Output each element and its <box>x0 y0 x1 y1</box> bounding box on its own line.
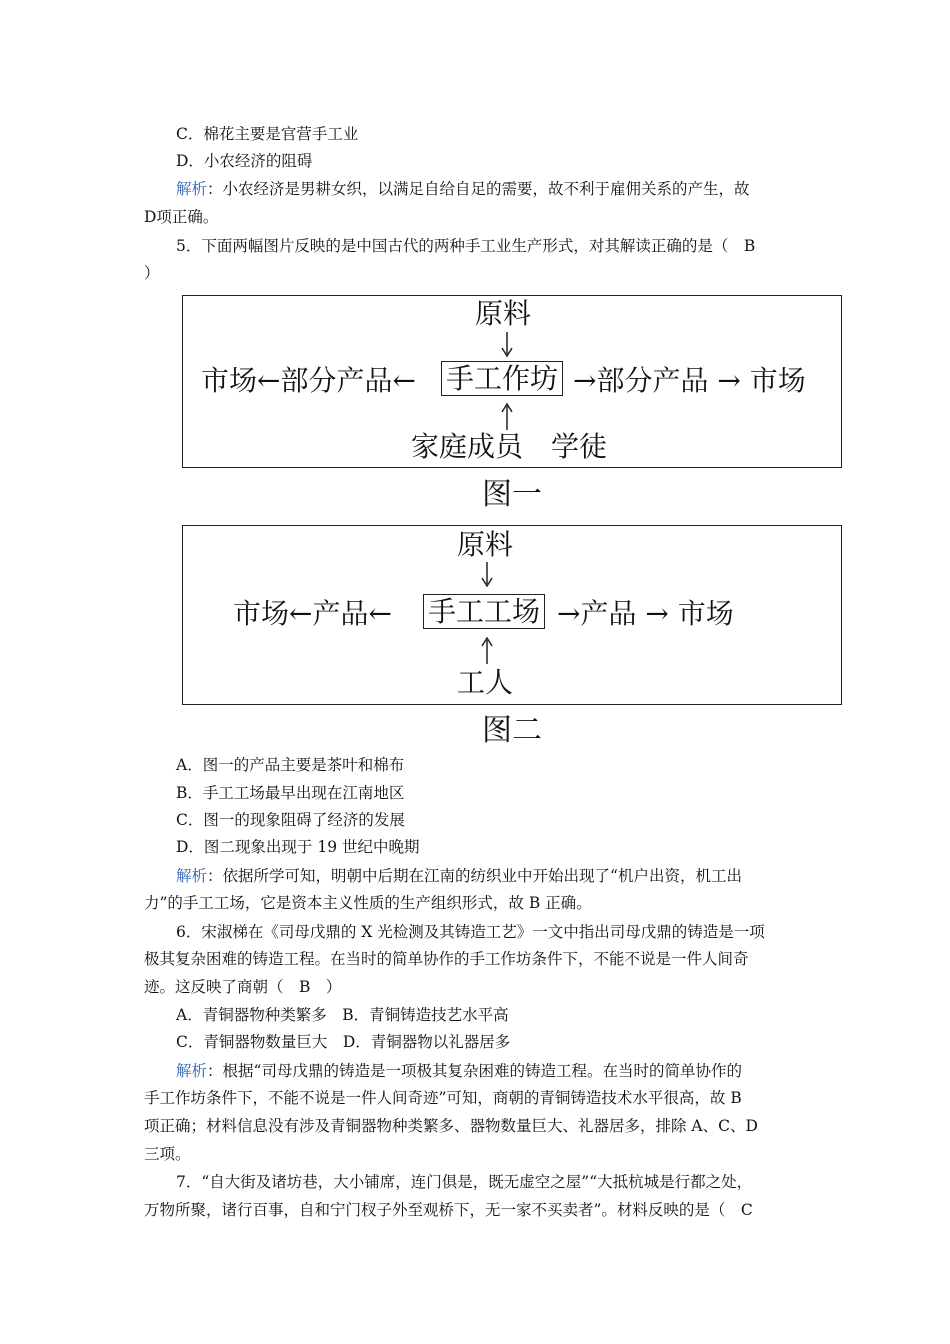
fig1-center <box>441 363 563 395</box>
fig2-factory-box: 手工工场 <box>423 594 545 629</box>
q5-stem-line-2: ） <box>144 264 160 282</box>
q6-analysis-line-4: 三项。 <box>144 1145 191 1163</box>
fig1-right-flow: →部分产品 → 市场 <box>573 364 806 397</box>
q6-stem-line-2: 极其复杂困难的铸造工程。在当时的简单协作的手工作坊条件下，不能不说是一件人间奇 <box>144 950 749 968</box>
fig1-up-arrow-icon <box>499 402 515 430</box>
fig1-raw-material: 原料 <box>475 297 532 330</box>
q6-analysis-line-2: 手工作坊条件下，不能不说是一件人间奇迹”可知，商朝的青铜铸造技术水平很高，故 B <box>144 1089 742 1107</box>
analysis-label: 解析 <box>176 1062 208 1080</box>
q5-option-b: B．手工工场最早出现在江南地区 <box>176 784 405 802</box>
q6-options-ab: A．青铜器物种类繁多 B．青铜铸造技艺水平高 <box>176 1006 509 1024</box>
q6-analysis-line-3: 项正确；材料信息没有涉及青铜器物种类繁多、器物数量巨大、礼器居多，排除 A、C、D <box>144 1117 758 1135</box>
q4-option-c: C．棉花主要是官营手工业 <box>176 125 359 143</box>
fig2-labor: 工人 <box>457 666 514 699</box>
q6-stem-line-1: 6．宋淑梯在《司母戊鼎的 X 光检测及其铸造工艺》一文中指出司母戊鼎的铸造是一项 <box>176 923 765 941</box>
q5-option-d: D．图二现象出现于 19 世纪中晚期 <box>176 838 420 856</box>
fig2-up-arrow-icon <box>479 636 495 664</box>
q5-option-a: A．图一的产品主要是茶叶和棉布 <box>176 756 405 774</box>
fig1-down-arrow-icon <box>499 332 515 358</box>
analysis-text: ：依据所学可知，明朝中后期在江南的纺织业中开始出现了“机户出资，机工出 <box>207 867 742 885</box>
fig1-labor: 家庭成员 学徒 <box>411 430 608 463</box>
q6-stem-line-3: 迹。这反映了商朝（ B ） <box>144 978 342 996</box>
q5-analysis-line-2: 力”的手工工场，它是资本主义性质的生产组织形式，故 B 正确。 <box>144 894 592 912</box>
fig2-center <box>423 596 545 628</box>
q6-analysis-line-1 <box>176 1061 742 1081</box>
q5-stem-line-1: 5．下面两幅图片反映的是中国古代的两种手工业生产形式，对其解读正确的是（ B <box>176 237 756 255</box>
analysis-text: ：小农经济是男耕女织，以满足自给自足的需要，故不利于雇佣关系的产生，故 <box>207 180 750 198</box>
q5-option-c: C．图一的现象阻碍了经济的发展 <box>176 811 405 829</box>
fig2-right-flow: →产品 → 市场 <box>557 597 734 630</box>
fig2-down-arrow-icon <box>479 562 495 588</box>
figure-1-diagram <box>182 295 842 468</box>
fig1-left-flow: 市场←部分产品← <box>201 364 416 397</box>
q6-options-cd: C．青铜器物数量巨大 D．青铜器物以礼器居多 <box>176 1033 511 1051</box>
q5-analysis-line-1 <box>176 866 742 886</box>
q7-stem-line-1: 7．“自大街及诸坊巷，大小铺席，连门俱是，既无虚空之屋”“大抵杭城是行都之处， <box>176 1173 753 1191</box>
fig1-workshop-box: 手工作坊 <box>441 361 563 396</box>
figure-2-diagram <box>182 525 842 705</box>
figure-1-caption: 图一 <box>482 477 542 512</box>
q7-stem-line-2: 万物所聚，诸行百事，自和宁门杈子外至观桥下，无一家不买卖者”。材料反映的是（ C <box>144 1201 753 1219</box>
q4-analysis-line-2: D项正确。 <box>144 208 219 226</box>
figure-2-caption: 图二 <box>482 713 542 748</box>
fig2-left-flow: 市场←产品← <box>233 597 392 630</box>
q4-analysis-line-1 <box>176 179 750 199</box>
fig2-raw-material: 原料 <box>457 528 514 561</box>
analysis-text: ：根据“司母戊鼎的铸造是一项极其复杂困难的铸造工程。在当时的简单协作的 <box>207 1062 742 1080</box>
analysis-label: 解析 <box>176 867 208 885</box>
analysis-label: 解析 <box>176 180 208 198</box>
q4-option-d: D．小农经济的阻碍 <box>176 152 313 170</box>
